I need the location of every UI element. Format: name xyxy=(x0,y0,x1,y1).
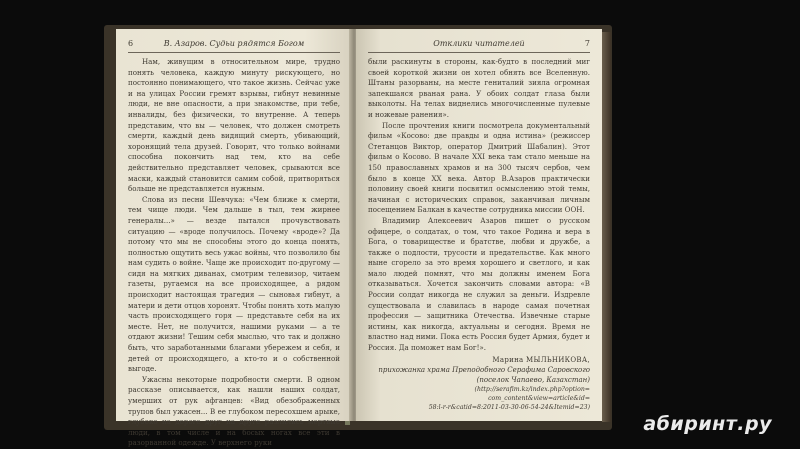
left-page-text xyxy=(128,57,340,449)
left-page-header xyxy=(128,38,340,53)
paragraph: Владимир Алексеевич Азаров пишет о русском офицере, о солдатах, о том, что такое Родина и вера в Бога, о товариществе и братстве, любви и дружбе, а также о подлости, трусости и предательстве. Как много ныне сгорело за это время хорошего и светлого, и как мало людей помнят, что мы должны именем Бога отказываться. Хочется закончить словами автора: «В России солдат никогда не служил за деньги. Издревле существовала и славилась в народе самая почетная профессия — защитника Отечества. Извечные старые истины, как никогда, актуальны и сегодня. Время не властно над ними. Пока есть Россия будет Армия, будет и Россия. Да поможет нам Бог!». xyxy=(368,215,590,353)
paragraph: Слова из песни Шевчука: «Чем ближе к смерти, тем чище люди. Чем дальше в тыл, тем жирнее генералы...» — везде пытался прочувствовать ситуацию — «вроде получилось. Почему «вроде»? Да потому что мы не способны этого до конца понять, полностью ощутить весь ужас войны, что позволило бы нам судить о войне. Чаще же происходит по-другому — сидя на мягких диванах, смотрим телевизор, читаем газеты, ругаемся на все происходящее, а рядом происходит настоящая трагедия — сыновья гибнут, а матери и дети отцов хоронят. Чтобы понять хоть малую часть происходящего горя — представьте себя на их месте. Нет, не получится, нашими руками — а те отдают жизни! Тешим себя мыслью, что так и должно быть, что заработанными благами убережем и себя, и детей от происходящего, а кто-то и о собственной выгоде. xyxy=(128,194,340,374)
signature-link: 58:l-r-r&catid=8:2011-03-30-06-54-24&Itemid=23) xyxy=(428,403,590,411)
paragraph: Ужасны некоторые подробности смерти. В одном рассказе описывается, как нашли наших солдат, умерших от рук афганцев: «Вид обезображенных трупов был ужасен... В ее глубоком пересохшем арыке, глубоко на дороге друг на друге разлились мертвые люди, в том числе и на босых ногах все эти в разорванной одежде. У верхнего руки xyxy=(128,374,340,448)
signature-block xyxy=(368,355,590,412)
signature-link: com_content&view=article&id= xyxy=(488,394,590,402)
right-page xyxy=(356,29,602,421)
signature-name: Марина МЫЛЬНИКОВА, xyxy=(492,355,590,364)
book-cover-edge xyxy=(602,32,611,422)
site-watermark: абиринт.ру xyxy=(643,413,772,435)
left-page xyxy=(116,29,352,448)
signature-link: (http://serafim.kz/index.php?option= xyxy=(474,385,590,393)
left-running-head: В. Азаров. Судьи рядятся Богом xyxy=(163,39,305,48)
right-page-header xyxy=(368,38,590,53)
paragraph: После прочтения книги посмотрела документальный фильм «Косово: две правды и одна истина» (режиссер Стетанцов Виктор, оператор Дмитрий Шабалин). Этот фильм о Косово. В начале XXI века там стало меньше на 150 православных храмов и на 300 тысяч сербов, чем было в конце XX века. Автор В.Азаров практически половину своей книги посвятил осмыслению этой темы, начиная с исторических справок, заканчивая личным посещением Балкан в качестве сотрудника миссии ООН. xyxy=(368,120,590,215)
signature-line: (поселок Чапаево, Казахстан) xyxy=(476,375,590,384)
right-page-text xyxy=(368,57,590,412)
paragraph: были раскинуты в стороны, как-будто в последний миг своей короткой жизни он хотел обнять все Вселенную. Штаны разорваны, на месте гениталий зияла огромная запекшаяся рваная рана. У обоих солдат глаза были выколоты. На телах виднелись многочисленные пулевые и ножевые ранения». xyxy=(368,57,590,119)
signature-line: прихожанка храма Преподобного Серафима Саровского xyxy=(378,365,590,374)
right-page-number: 7 xyxy=(584,39,590,48)
paragraph: Нам, живущим в относительном мире, трудно понять человека, каждую минуту рискующего, но постоянно понимающего, что такое жизнь. Сейчас уже и на улицах России гремят взрывы, гибнут невинные люди, не вне опасности, а при знакомстве, при тебе, инвалиды, без физически, то внутренне. А теперь представим, что вы — человек, что должен смотреть смерти, каждый день видящий смерть, убивающий, хоронящий тела друзей. Говорят, что только войнами способна покончить над тем, кто на себе действительно представляет человек, срываются все маски, каждый становится самим собой, притворяться больше не представляется нужным. xyxy=(128,57,340,194)
right-running-head: Отклики читателей xyxy=(433,39,525,48)
left-page-number: 6 xyxy=(128,39,134,48)
